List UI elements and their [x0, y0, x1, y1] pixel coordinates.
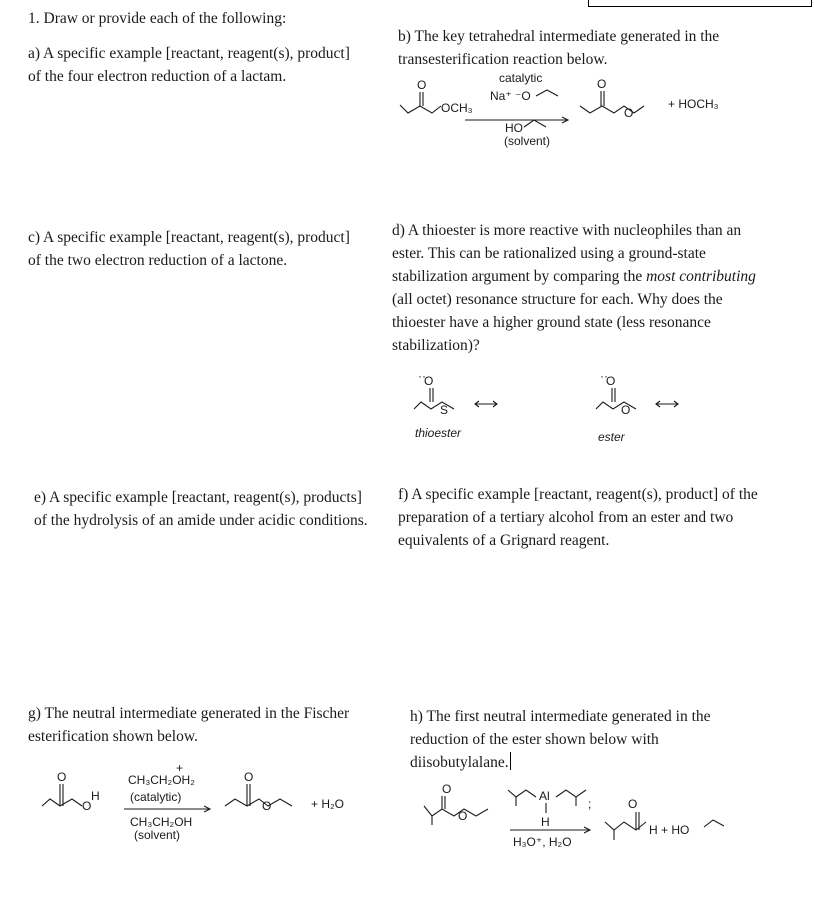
aldehyde-and-alcohol-label: H + HO [649, 823, 690, 837]
aldehyde-product [605, 797, 646, 840]
question-c-text: c) A specific example [reactant, reagent(s), product] of the two electron reduction of a lactone. [28, 229, 350, 269]
dibal-reagent [508, 789, 591, 829]
reagent-sodium-alkoxide: Na⁺ ⁻O [490, 89, 531, 103]
reagent-solvent: (solvent) [504, 134, 551, 148]
ethanol-product-chain [704, 820, 724, 827]
question-g-text: g) The neutral intermediate generated in the Fischer esterification shown below. [28, 705, 350, 745]
reagent-ethanol-g: CH₃CH₂OH [130, 815, 193, 829]
reagent-catalytic-g: (catalytic) [130, 790, 182, 804]
reagent-catalytic: catalytic [499, 71, 543, 85]
thioester-oxygen: O [424, 374, 434, 388]
question-h-body: h) The first neutral intermediate generated in the reduction of the ester shown below with diisobutylalane. [410, 708, 711, 771]
reagent-workup: H₃O⁺, H₂O [513, 835, 572, 849]
thioester-caption: thioester [415, 426, 462, 440]
water-byproduct: + H₂O [311, 797, 344, 811]
question-e-text: e) A specific example [reactant, reagent(s), products] of the hydrolysis of an amide under acidic conditions. [34, 489, 368, 529]
svg-text:+: + [176, 761, 184, 775]
product-carbonyl-oxygen: O [597, 77, 607, 91]
reagent-solvent-g: (solvent) [134, 828, 181, 842]
methanol-byproduct: + HOCH₃ [668, 97, 719, 111]
instructions-text: 1. Draw or provide each of the following: [28, 10, 287, 27]
svg-text:H: H [91, 789, 100, 803]
question-d-emphasis: most contributing [646, 268, 756, 285]
svg-text:··: ·· [600, 369, 608, 383]
svg-text:H: H [541, 815, 550, 829]
svg-text:O: O [57, 770, 67, 784]
question-b-text: b) The key tetrahedral intermediate generated in the transesterification reaction below. [398, 28, 720, 68]
svg-text:O: O [628, 797, 638, 811]
svg-text:O: O [262, 799, 272, 813]
svg-text:O: O [458, 809, 468, 823]
methoxy-label: OCH₃ [441, 101, 473, 115]
svg-text:O: O [244, 770, 254, 784]
svg-text:O: O [442, 782, 452, 796]
carbonyl-oxygen-label: O [417, 78, 427, 92]
question-d-text-2: (all octet) resonance structure for each. Why does the thioester have a higher ground state (less resonance stabilization)? [392, 291, 723, 354]
ester-oxygen-alkoxy: O [621, 403, 631, 417]
reagent-ethanol: HO [505, 121, 523, 135]
thioester-sulfur: S [440, 403, 449, 417]
reagent-protonated-ethanol: CH₃CH₂OH₂ [128, 773, 195, 787]
ester-oxygen-carbonyl: O [606, 374, 616, 388]
question-f-text: f) A specific example [reactant, reagent(s), product] of the preparation of a tertiary alcohol from an ester and two equivalents of a Grignard reagent. [398, 486, 758, 549]
svg-text:··: ·· [418, 369, 426, 383]
svg-text:Al: Al [539, 789, 550, 803]
svg-text:;: ; [588, 797, 592, 811]
svg-text:O: O [82, 799, 92, 813]
ester-reactant-h [424, 782, 488, 825]
ester-caption: ester [598, 430, 625, 444]
question-d-text-1: d) A thioester is more reactive with nucleophiles than an ester. This can be rationalized using a ground-state stabilization argument by comparing the [392, 222, 742, 285]
question-a-text: a) A specific example [reactant, reagent(s), product] of the four electron reduction of a lactam. [28, 45, 350, 85]
product-ether-oxygen: O [624, 106, 634, 120]
